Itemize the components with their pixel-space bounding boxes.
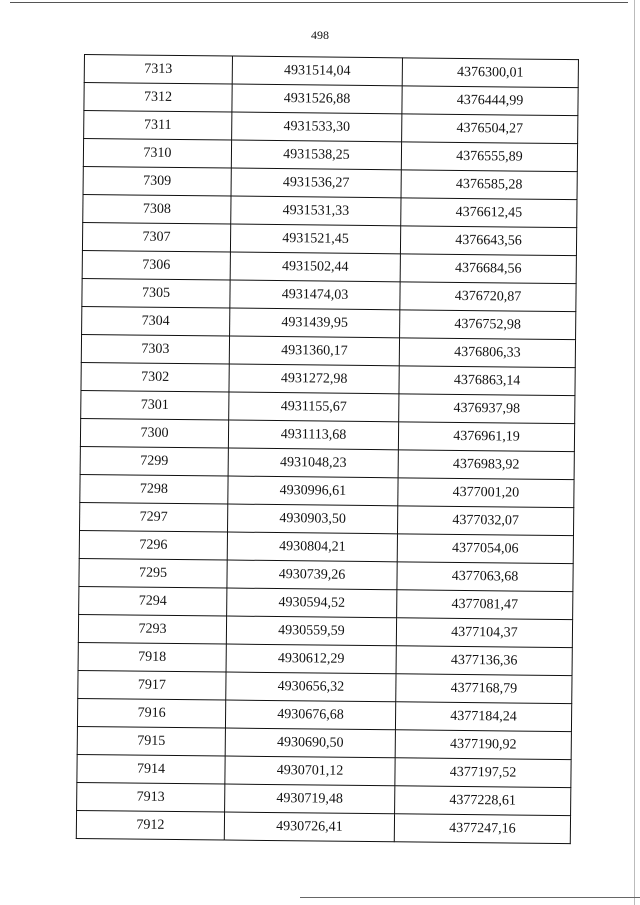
coordinates-table-body (76, 55, 578, 844)
x-coordinate-cell: 4931048,23 (228, 448, 398, 478)
y-coordinate-cell: 4376300,01 (402, 58, 578, 88)
point-number-cell: 7303 (81, 334, 229, 364)
y-coordinate-cell: 4376983,92 (398, 450, 574, 480)
x-coordinate-cell: 4931526,88 (232, 84, 402, 114)
x-coordinate-cell: 4931533,30 (232, 112, 402, 142)
y-coordinate-cell: 4377247,16 (394, 814, 570, 844)
y-coordinate-cell: 4376720,87 (400, 282, 576, 312)
x-coordinate-cell: 4930739,26 (227, 560, 397, 590)
point-number-cell: 7311 (84, 111, 232, 141)
y-coordinate-cell: 4376752,98 (400, 310, 576, 340)
x-coordinate-cell: 4931514,04 (232, 56, 402, 86)
x-coordinate-cell: 4930726,41 (224, 812, 394, 842)
x-coordinate-cell: 4930656,32 (226, 672, 396, 702)
y-coordinate-cell: 4377001,20 (398, 478, 574, 508)
point-number-cell: 7917 (78, 670, 226, 700)
top-scan-border (10, 2, 628, 3)
x-coordinate-cell: 4931439,95 (230, 308, 400, 338)
x-coordinate-cell: 4931474,03 (230, 280, 400, 310)
y-coordinate-cell: 4376504,27 (402, 114, 578, 144)
y-coordinate-cell: 4377190,92 (395, 730, 571, 760)
y-coordinate-cell: 4376937,98 (399, 394, 575, 424)
y-coordinate-cell: 4377136,36 (396, 646, 572, 676)
y-coordinate-cell: 4377228,61 (395, 786, 571, 816)
point-number-cell: 7296 (79, 530, 227, 560)
x-coordinate-cell: 4930719,48 (225, 784, 395, 814)
point-number-cell: 7297 (80, 502, 228, 532)
y-coordinate-cell: 4376612,45 (401, 198, 577, 228)
point-number-cell: 7915 (77, 726, 225, 756)
x-coordinate-cell: 4931521,45 (230, 224, 400, 254)
point-number-cell: 7299 (80, 446, 228, 476)
point-number-cell: 7307 (82, 222, 230, 252)
x-coordinate-cell: 4930804,21 (227, 532, 397, 562)
x-coordinate-cell: 4930612,29 (226, 644, 396, 674)
y-coordinate-cell: 4376863,14 (399, 366, 575, 396)
y-coordinate-cell: 4377063,68 (397, 562, 573, 592)
y-coordinate-cell: 4377104,37 (396, 618, 572, 648)
point-number-cell: 7293 (78, 614, 226, 644)
point-number-cell: 7308 (83, 194, 231, 224)
y-coordinate-cell: 4377184,24 (395, 702, 571, 732)
y-coordinate-cell: 4377197,52 (395, 758, 571, 788)
point-number-cell: 7306 (82, 250, 230, 280)
point-number-cell: 7310 (83, 139, 231, 169)
bottom-scan-border (300, 897, 640, 898)
x-coordinate-cell: 4930903,50 (228, 504, 398, 534)
x-coordinate-cell: 4931155,67 (229, 392, 399, 422)
x-coordinate-cell: 4930676,68 (225, 700, 395, 730)
point-number-cell: 7914 (77, 754, 225, 784)
point-number-cell: 7312 (84, 83, 232, 113)
point-number-cell: 7302 (81, 362, 229, 392)
document-page (76, 54, 586, 844)
y-coordinate-cell: 4377168,79 (396, 674, 572, 704)
x-coordinate-cell: 4931536,27 (231, 168, 401, 198)
y-coordinate-cell: 4377054,06 (397, 534, 573, 564)
y-coordinate-cell: 4377081,47 (397, 590, 573, 620)
x-coordinate-cell: 4930996,61 (228, 476, 398, 506)
x-coordinate-cell: 4930701,12 (225, 756, 395, 786)
x-coordinate-cell: 4930690,50 (225, 728, 395, 758)
point-number-cell: 7300 (80, 418, 228, 448)
x-coordinate-cell: 4931272,98 (229, 364, 399, 394)
x-coordinate-cell: 4930594,52 (227, 588, 397, 618)
y-coordinate-cell: 4376585,28 (401, 170, 577, 200)
point-number-cell: 7912 (76, 810, 224, 840)
x-coordinate-cell: 4930559,59 (226, 616, 396, 646)
y-coordinate-cell: 4376961,19 (398, 422, 574, 452)
y-coordinate-cell: 4376555,89 (401, 142, 577, 172)
point-number-cell: 7294 (79, 586, 227, 616)
point-number-cell: 7301 (81, 390, 229, 420)
x-coordinate-cell: 4931502,44 (230, 252, 400, 282)
page-number: 498 (311, 28, 329, 42)
y-coordinate-cell: 4376806,33 (399, 338, 575, 368)
y-coordinate-cell: 4376643,56 (400, 226, 576, 256)
point-number-cell: 7304 (82, 306, 230, 336)
point-number-cell: 7305 (82, 278, 230, 308)
x-coordinate-cell: 4931531,33 (231, 196, 401, 226)
point-number-cell: 7913 (77, 782, 225, 812)
point-number-cell: 7309 (83, 166, 231, 196)
point-number-cell: 7916 (77, 698, 225, 728)
x-coordinate-cell: 4931360,17 (229, 336, 399, 366)
y-coordinate-cell: 4377032,07 (397, 506, 573, 536)
point-number-cell: 7313 (84, 55, 232, 85)
x-coordinate-cell: 4931538,25 (231, 140, 401, 170)
table-row (76, 810, 570, 843)
x-coordinate-cell: 4931113,68 (228, 420, 398, 450)
point-number-cell: 7295 (79, 558, 227, 588)
y-coordinate-cell: 4376684,56 (400, 254, 576, 284)
point-number-cell: 7918 (78, 642, 226, 672)
right-scan-border (634, 0, 635, 905)
y-coordinate-cell: 4376444,99 (402, 86, 578, 116)
coordinates-table (76, 54, 579, 844)
point-number-cell: 7298 (80, 474, 228, 504)
